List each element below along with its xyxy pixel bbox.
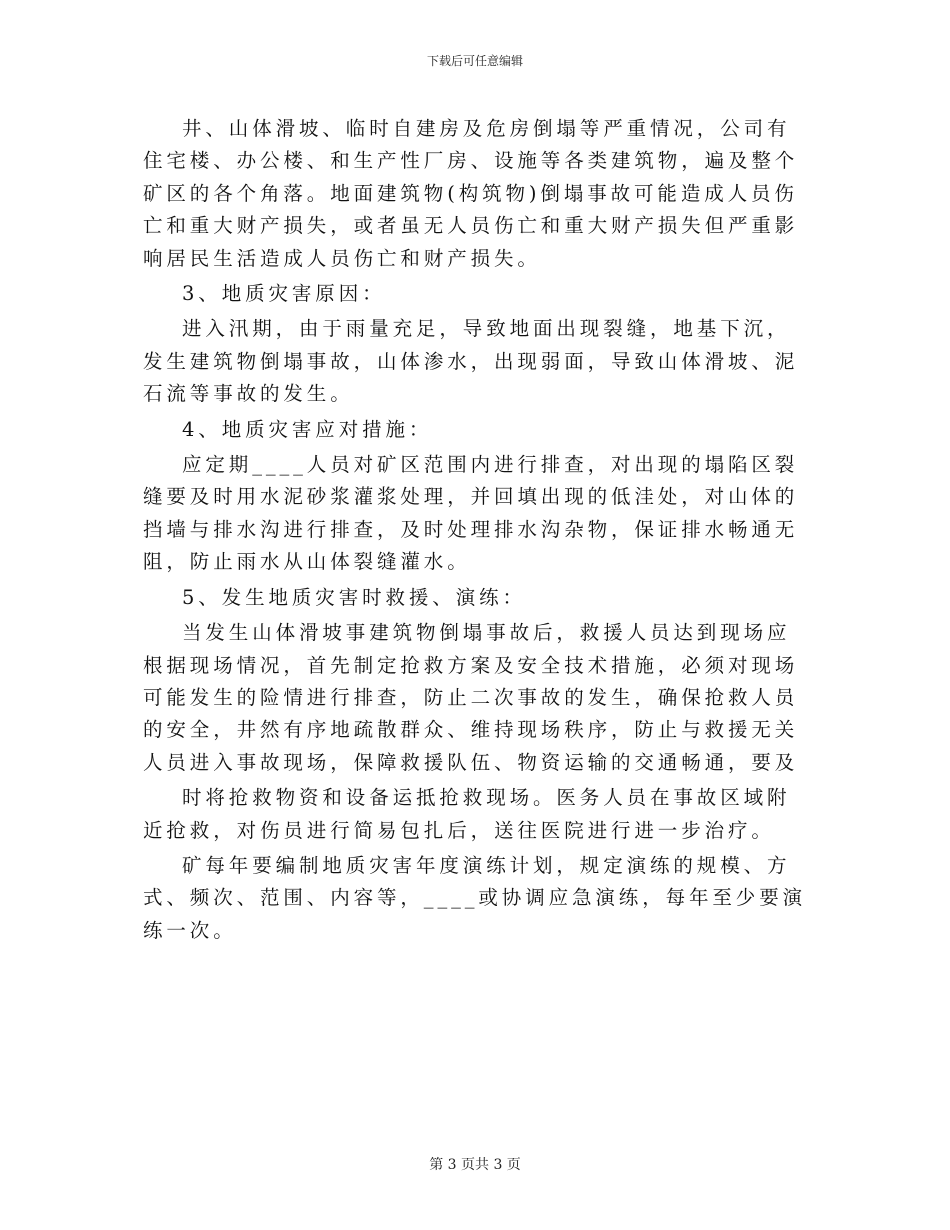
paragraph-countermeasures: 应定期____人员对矿区范围内进行排查，对出现的塌陷区裂缝要及时用水泥砂浆灌浆处理，并回填出现的低洼处，对山体的挡墙与排水沟进行排查，及时处理排水沟杂物，保证排水畅通无阻，防止雨水从山体裂缝灌水。 [143,453,799,574]
paragraph-annual-drill-plan: 矿每年要编制地质灾害年度演练计划，规定演练的规模、方式、频次、范围、内容等，____或协调应急演练，每年至少要演练一次。 [143,853,807,942]
heading-geological-hazard-causes: 3、地质灾害原因： [182,282,386,306]
paragraph-hazard-causes: 进入汛期，由于雨量充足，导致地面出现裂缝，地基下沉，发生建筑物倒塌事故，山体渗水，出现弱面，导致山体滑坡、泥石流等事故的发生。 [143,317,799,406]
document-body [143,113,807,947]
paragraph-building-hazards: 井、山体滑坡、临时自建房及危房倒塌等严重情况，公司有住宅楼、办公楼、和生产性厂房、设施等各类建筑物，遍及整个矿区的各个角落。地面建筑物(构筑物)倒塌事故可能造成人员伤亡和重大财产损失，或者虽无人员伤亡和重大财产损失但严重影响居民生活造成人员伤亡和财产损失。 [143,117,799,270]
paragraph-rescue-procedure: 当发生山体滑坡事建筑物倒塌事故后，救援人员达到现场应根据现场情况，首先制定抢救方案及安全技术措施，必须对现场可能发生的险情进行排查，防止二次事故的发生，确保抢救人员的安全，井然有序地疏散群众、维持现场秩序，防止与救援无关人员进入事故现场，保障救援队伍、物资运输的交通畅通，要及 [143,621,799,774]
page-header: 下载后可任意编辑 [426,54,523,68]
heading-hazard-countermeasures: 4、地质灾害应对措施： [182,417,433,441]
heading-rescue-and-drill: 5、发生地质灾害时救援、演练： [182,585,526,609]
paragraph-medical-treatment: 时将抢救物资和设备运抵抢救现场。医务人员在事故区域附近抢救，对伤员进行简易包扎后，送往医院进行进一步治疗。 [143,786,791,842]
page-number: 第 3 页共 3 页 [429,1157,521,1173]
